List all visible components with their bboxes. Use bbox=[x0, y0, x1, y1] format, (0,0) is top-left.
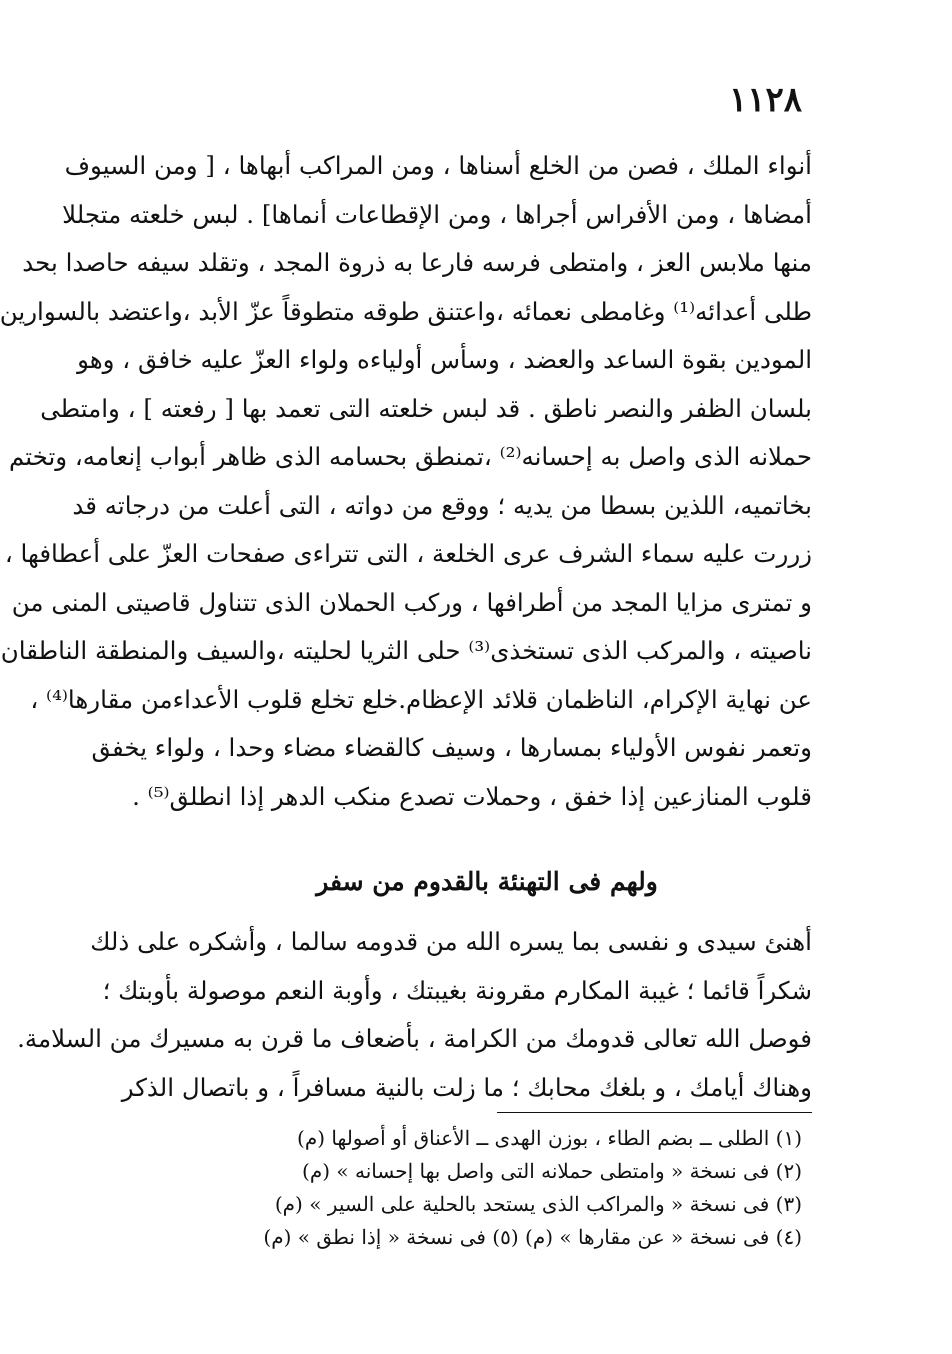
footnote: (٢) فى نسخة « وامتطى حملانه التى واصل بها إحسانه » (م) bbox=[302, 1159, 802, 1183]
text-line: بلسان الظفر والنصر ناطق . قد لبس خلعته التى تعمد بها [ رفعته ] ، وامتطى bbox=[40, 393, 812, 423]
text-line: وتعمر نفوس الأولياء بمسارها ، وسيف كالقضاء مضاء وحدا ، ولواء يخفق bbox=[91, 733, 812, 762]
paragraph-2 bbox=[17, 918, 812, 1112]
paragraph-1 bbox=[0, 142, 812, 821]
footnotes bbox=[222, 1122, 802, 1254]
text-line: وهناك أيامك ، و بلغك محابك ؛ ما زلت بالنية مسافراً ، و باتصال الذكر bbox=[121, 1072, 812, 1102]
section-heading: ولهم فى التهنئة بالقدوم من سفر bbox=[316, 867, 658, 896]
footnote-divider bbox=[497, 1112, 812, 1113]
text-line: فوصل الله تعالى قدومك من الكرامة ، بأضعاف ما قرن به مسيرك من السلامة. bbox=[17, 1024, 812, 1053]
text-line: أهنئ سيدى و نفسى بما يسره الله من قدومه سالما ، وأشكره على ذلك bbox=[90, 927, 812, 956]
text-line: قلوب المنازعين إذا خفق ، وحملات تصدع منكب الدهر إذا انطلق⁽⁵⁾ . bbox=[132, 781, 812, 811]
text-line: منها ملابس العز ، وامتطى فرسه فارعا به ذروة المجد ، وتقلد سيفه حاصدا بحد bbox=[22, 248, 812, 277]
text-line: شكراً قائما ؛ غيبة المكارم مقرونة بغيبتك ، وأوبة النعم موصولة بأوبتك ؛ bbox=[102, 975, 812, 1005]
text-line: أمضاها ، ومن الأفراس أجراها ، ومن الإقطاعات أنماها] . لبس خلعته متجللا bbox=[62, 199, 812, 229]
text-line: عن نهاية الإكرام، الناظمان قلائد الإعظام.خلع تخلع قلوب الأعداءمن مقارها⁽⁴⁾ ، bbox=[30, 684, 812, 714]
text-line: و تمترى مزايا المجد من أطرافها ، وركب الحملان الذى تتناول قاصيتى المنى من bbox=[11, 587, 812, 617]
text-line: المودين بقوة الساعد والعضد ، وسأس أولياءه ولواء العزّ عليه خافق ، وهو bbox=[77, 345, 812, 374]
text-line: أنواء الملك ، فصن من الخلع أسناها ، ومن المراكب أبهاها ، [ ومن السيوف bbox=[64, 151, 812, 180]
page-number: ١١٢٨ bbox=[728, 80, 802, 120]
footnote: (٤) فى نسخة « عن مقارها » (م) (٥) فى نسخة « إذا نطق » (م) bbox=[263, 1225, 802, 1249]
footnote: (٣) فى نسخة « والمراكب الذى يستحد بالحلية على السير » (م) bbox=[274, 1192, 802, 1216]
text-line: زررت عليه سماء الشرف عرى الخلعة ، التى تتراءى صفحات العزّ على أعطافها ، bbox=[4, 539, 812, 568]
text-line: طلى أعدائه⁽¹⁾ وغامطى نعمائه ،واعتنق طوقه متطوقاً عزّ الأبد ،واعتضد بالسوارين bbox=[0, 296, 812, 326]
text-line: حملانه الذى واصل به إحسانه⁽²⁾ ،تمنطق بحسامه الذى ظاهر أبواب إنعامه، وتختم bbox=[8, 442, 812, 471]
text-line: ناصيته ، والمركب الذى تستخذى⁽³⁾ حلى الثريا لحليته ،والسيف والمنطقة الناطقان bbox=[0, 636, 812, 665]
footnote: (١) الطلى ــ بضم الطاء ، بوزن الهدى ــ الأعناق أو أصولها (م) bbox=[297, 1126, 802, 1150]
text-line: بخاتميه، اللذين بسطا من يديه ؛ ووقع من دواته ، التى أعلت من درجاته قد bbox=[72, 490, 812, 520]
